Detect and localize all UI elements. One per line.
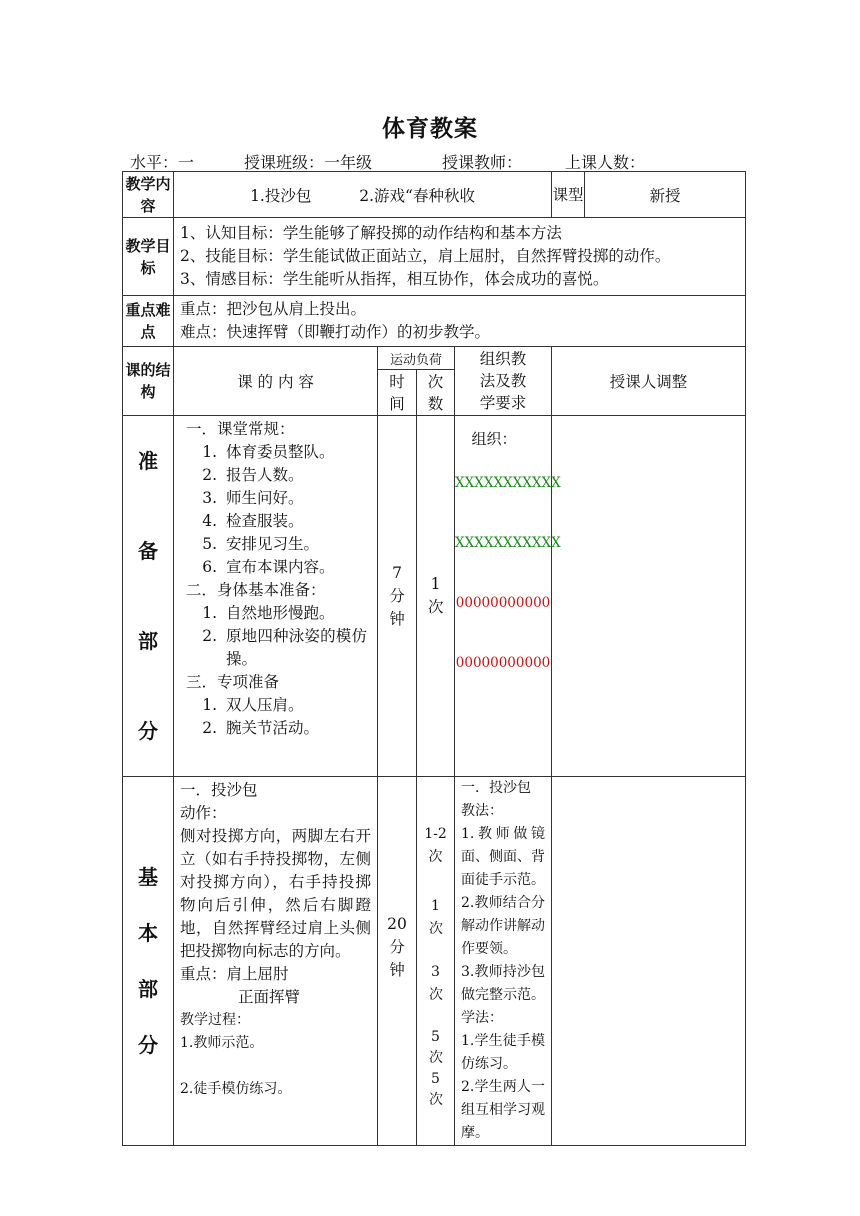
basic-method (455, 777, 552, 1146)
meta-class: 授课班级：一年级 (244, 153, 373, 172)
process-label: 教学过程： (180, 1012, 250, 1028)
content-item: 2.游戏“春种秋收 (359, 186, 475, 205)
meta-count: 上课人数： (565, 153, 646, 172)
action-text: 侧对投掷方向，两脚左右开立（如右手持投掷物，左侧对投掷方向），右手持投掷物向后引伸，然后右脚蹬地，自然挥臂经过肩上头侧把投掷物向标志的方向。 (180, 827, 371, 960)
basic-title: 一．投沙包 (180, 781, 258, 799)
prep-body-list (180, 602, 371, 671)
content-row (123, 172, 746, 218)
header-row (123, 347, 746, 370)
list-item: 3. 师生问好。 (222, 487, 371, 510)
difficult-point: 难点：快速挥臂（即鞭打动作）的初步教学。 (180, 323, 491, 341)
content-label: 教学内容 (123, 172, 174, 218)
basic-adjust (552, 777, 746, 1146)
reps-value: 5次 (429, 1071, 443, 1108)
reps-value: 1次 (429, 898, 443, 937)
teach-label: 教法： (461, 803, 503, 819)
basic-row (123, 777, 746, 1146)
type-label: 课型 (552, 172, 585, 218)
goal-item: 1、认知目标：学生能够了解投掷的动作结构和基本方法 (180, 224, 562, 242)
basic-reps (417, 777, 455, 1146)
key-list (174, 296, 746, 347)
basic-key-second: 正面挥臂 (238, 988, 301, 1006)
list-item: 5. 安排见习生。 (222, 533, 371, 556)
reps-header: 次数 (417, 370, 455, 416)
key-point: 重点：把沙包从肩上投出。 (180, 300, 367, 318)
goal-item: 3、情感目标：学生能听从指挥，相互协作，体会成功的喜悦。 (180, 270, 609, 288)
reps-value: 1-2次 (424, 826, 447, 865)
content-item: 1.投沙包 (250, 186, 312, 205)
reps-value: 5次 (429, 1029, 443, 1066)
learn-label: 学法： (461, 1010, 503, 1026)
content-header: 课 的 内 容 (174, 347, 378, 416)
list-item: 4. 检查服装。 (222, 510, 371, 533)
meta-level: 水平：一 (130, 153, 195, 172)
load-header: 运动负荷 (378, 347, 455, 370)
prep-organization (455, 416, 561, 777)
type-value: 新授 (585, 172, 746, 218)
formation-row: 00000000000 (455, 655, 551, 671)
basic-key-label: 重点：肩上屈肘 (180, 965, 289, 983)
org-title: 组织： (471, 430, 517, 448)
list-item: 1. 双人压肩。 (222, 694, 371, 717)
basic-time: 20分钟 (378, 777, 417, 1146)
prep-adjust (552, 416, 746, 777)
key-row (123, 296, 746, 347)
adjust-header: 授课人调整 (552, 347, 746, 416)
meta-teacher: 授课教师： (442, 153, 523, 172)
basic-content (174, 777, 378, 1146)
list-item: 2. 报告人数。 (222, 464, 371, 487)
list-item: 2. 腕关节活动。 (222, 717, 371, 740)
time-header: 时间 (378, 370, 417, 416)
content-items (174, 172, 552, 218)
reps-value: 3次 (429, 964, 443, 1003)
list-item: 1. 自然地形慢跑。 (222, 602, 371, 625)
formation-row: 00000000000 (455, 595, 551, 611)
teach-item: 2.教师结合分解动作讲解动作要领。 (461, 895, 546, 957)
prep-content (174, 416, 378, 777)
formation-row: XXXXXXXXXXX (455, 475, 561, 491)
page-title: 体育教案 (382, 116, 478, 142)
prep-special-list (180, 694, 371, 740)
process-step: 1.教师示范。 (180, 1035, 264, 1051)
prep-reps: 1次 (417, 416, 455, 777)
list-item: 6. 宣布本课内容。 (222, 556, 371, 579)
prep-group-title: 三．专项准备 (186, 673, 280, 691)
teach-item: 3.教师持沙包做完整示范。 (461, 964, 546, 1003)
prep-section-label: 准 备 部 分 (123, 416, 174, 777)
method-header: 组织教法及教学要求 (455, 347, 552, 416)
process-step: 2.徒手模仿练习。 (180, 1081, 292, 1097)
teach-item: 1.教师做镜面、侧面、背面徒手示范。 (461, 826, 546, 888)
list-item: 2. 原地四种泳姿的模仿操。 (222, 625, 371, 671)
action-label: 动作： (180, 804, 227, 822)
goals-list (174, 218, 746, 296)
learn-item: 1.学生徒手模仿练习。 (461, 1033, 546, 1072)
prep-time: 7分钟 (378, 416, 417, 777)
prep-group-title: 二．身体基本准备： (186, 581, 326, 599)
structure-header: 课的结构 (123, 347, 174, 416)
prep-group-title: 一．课堂常规： (186, 420, 295, 438)
lesson-plan-table (122, 171, 746, 1146)
method-title: 一．投沙包 (461, 780, 531, 796)
prep-row (123, 416, 746, 777)
prep-routine-list (180, 441, 371, 579)
goals-row (123, 218, 746, 296)
goal-item: 2、技能目标：学生能试做正面站立，肩上屈肘，自然挥臂投掷的动作。 (180, 247, 671, 265)
list-item: 1. 体育委员整队。 (222, 441, 371, 464)
formation-row: XXXXXXXXXXX (455, 535, 561, 551)
basic-section-label: 基 本 部 分 (123, 777, 174, 1146)
learn-item: 2.学生两人一组互相学习观摩。 (461, 1079, 546, 1141)
goals-label: 教学目标 (123, 218, 174, 296)
key-label: 重点难点 (123, 296, 174, 347)
